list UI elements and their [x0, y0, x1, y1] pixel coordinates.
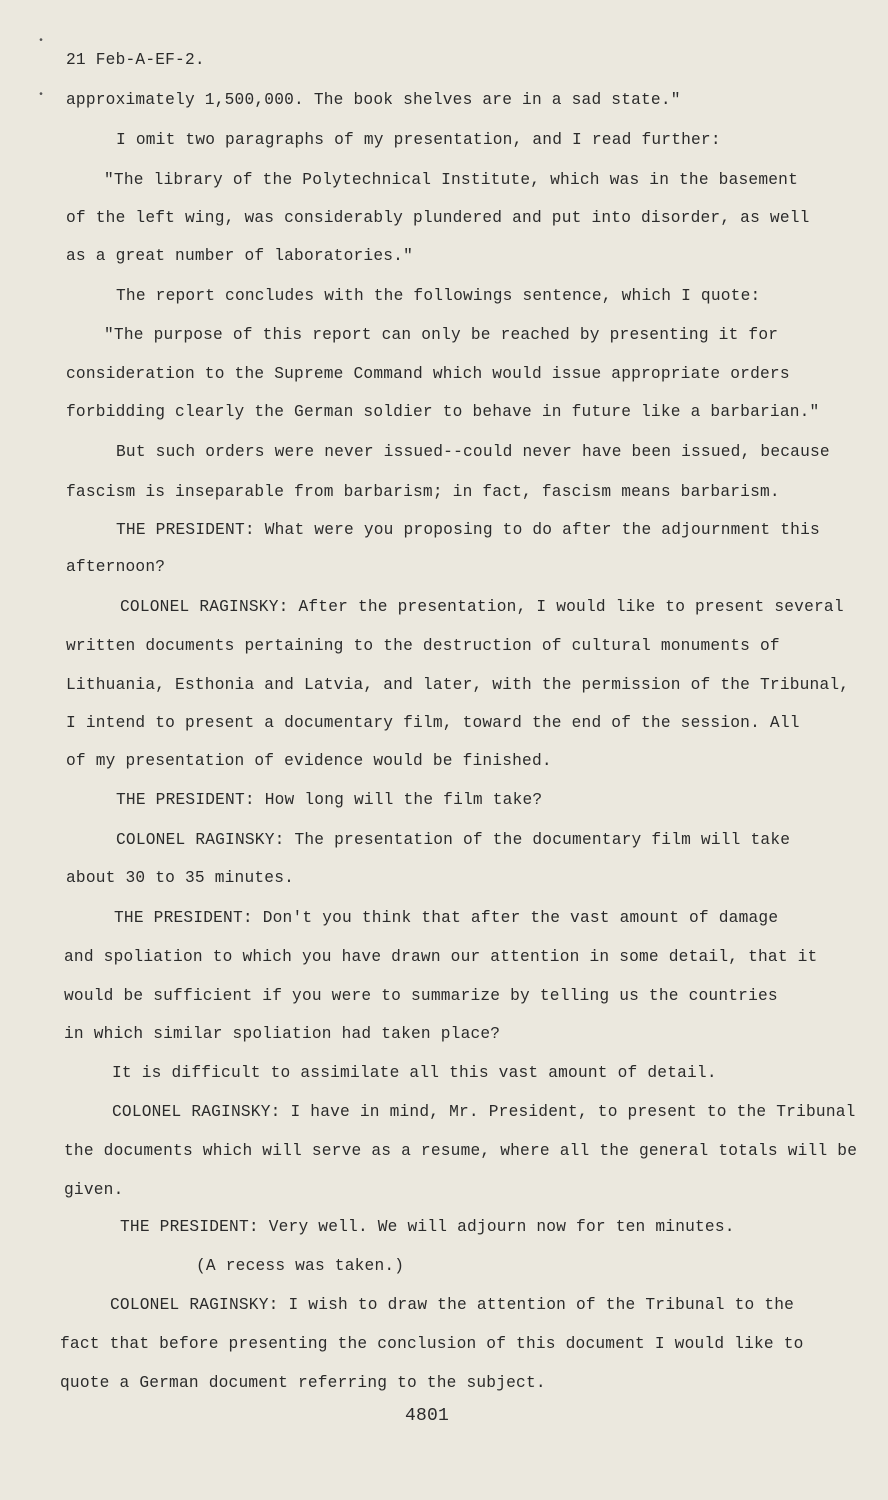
text-line: THE PRESIDENT: Don't you think that after the vast amount of damage — [114, 909, 779, 927]
text-line: would be sufficient if you were to summarize by telling us the countries — [64, 987, 778, 1005]
text-line: It is difficult to assimilate all this vast amount of detail. — [112, 1064, 717, 1082]
text-line: the documents which will serve as a resume, where all the general totals will be — [64, 1142, 858, 1160]
page-number: 4801 — [405, 1406, 450, 1426]
text-line: about 30 to 35 minutes. — [66, 869, 295, 887]
text-line: approximately 1,500,000. The book shelves are in a sad state." — [66, 91, 681, 109]
text-line: written documents pertaining to the destruction of cultural monuments of — [66, 637, 780, 655]
text-line: of the left wing, was considerably plundered and put into disorder, as well — [66, 209, 810, 227]
text-line: COLONEL RAGINSKY: After the presentation, I would like to present several — [120, 598, 844, 616]
text-line: THE PRESIDENT: How long will the film take? — [116, 791, 543, 809]
text-line: (A recess was taken.) — [196, 1257, 405, 1275]
text-line: forbidding clearly the German soldier to behave in future like a barbarian." — [66, 403, 820, 421]
text-line: COLONEL RAGINSKY: The presentation of the documentary film will take — [116, 831, 791, 849]
text-line: as a great number of laboratories." — [66, 247, 413, 265]
text-line: fascism is inseparable from barbarism; in fact, fascism means barbarism. — [66, 483, 780, 501]
text-line: COLONEL RAGINSKY: I have in mind, Mr. President, to present to the Tribunal — [112, 1103, 856, 1121]
text-line: I intend to present a documentary film, toward the end of the session. All — [66, 714, 800, 732]
margin-mark: • — [38, 36, 45, 47]
text-line: "The library of the Polytechnical Institute, which was in the basement — [104, 171, 798, 189]
text-line: Lithuania, Esthonia and Latvia, and later, with the permission of the Tribunal, — [66, 676, 850, 694]
text-line: given. — [64, 1181, 124, 1199]
text-line: THE PRESIDENT: Very well. We will adjourn now for ten minutes. — [120, 1218, 735, 1236]
text-line: in which similar spoliation had taken place? — [64, 1025, 501, 1043]
page-header: 21 Feb-A-EF-2. — [66, 51, 205, 69]
text-line: consideration to the Supreme Command which would issue appropriate orders — [66, 365, 790, 383]
margin-mark: • — [38, 90, 45, 101]
text-line: But such orders were never issued--could never have been issued, because — [116, 443, 830, 461]
text-line: quote a German document referring to the subject. — [60, 1374, 546, 1392]
text-line: of my presentation of evidence would be finished. — [66, 752, 552, 770]
text-line: The report concludes with the followings sentence, which I quote: — [116, 287, 761, 305]
text-line: COLONEL RAGINSKY: I wish to draw the attention of the Tribunal to the — [110, 1296, 795, 1314]
text-line: fact that before presenting the conclusion of this document I would like to — [60, 1335, 804, 1353]
text-line: I omit two paragraphs of my presentation, and I read further: — [116, 131, 721, 149]
text-line: and spoliation to which you have drawn our attention in some detail, that it — [64, 948, 818, 966]
text-line: afternoon? — [66, 558, 166, 576]
text-line: THE PRESIDENT: What were you proposing to do after the adjournment this — [116, 521, 820, 539]
text-line: "The purpose of this report can only be reached by presenting it for — [104, 326, 779, 344]
